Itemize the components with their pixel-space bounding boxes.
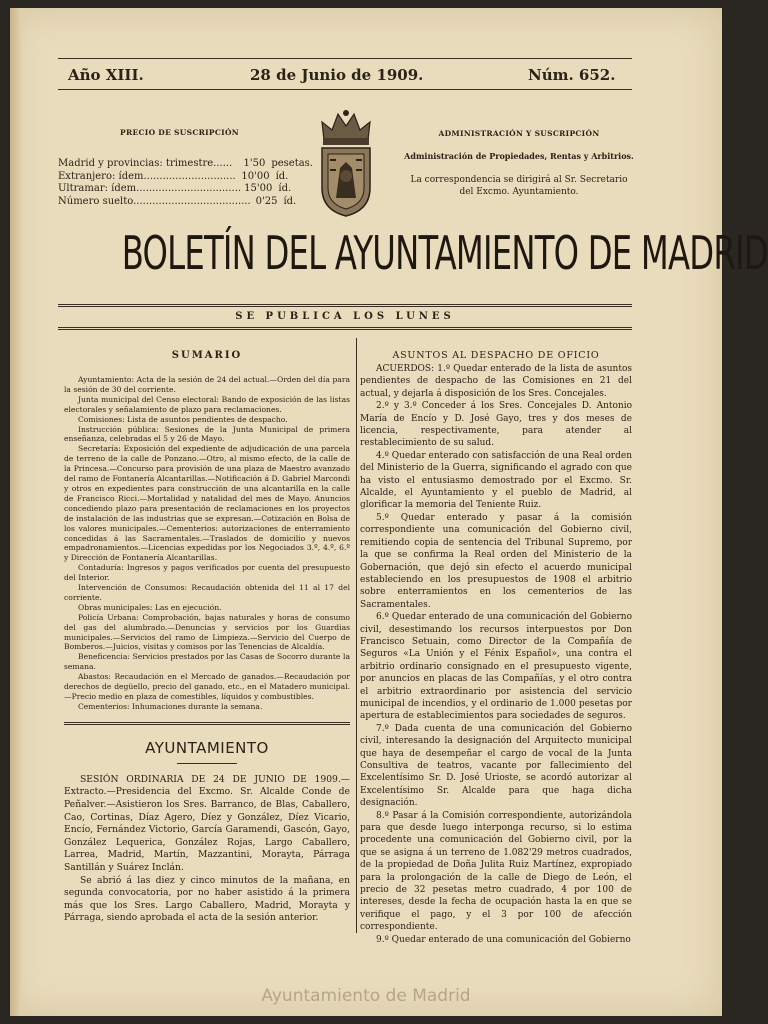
agreement-paragraph: 6.º Quedar enterado de una comunicación del Gobierno civil, desestimando los recursos interpuestos por Don Francisco Setuain, como Director de la Compañía de Seguros «La Unión y el Fénix Español», una contra el arbitrio ordinario consignado en el presupuesto vigente, por anuncios en placas de las Compañías, y el otro contra el arbitrio extraordinario por asistencia del servicio municipal de incendios, y el ordinario de 1.000 pesetas por apertura de establecimientos para sociedades de seguros. — [360, 612, 632, 722]
price-row: Madrid y provincias: trimestre...... 1'50 pesetas. — [58, 158, 313, 169]
issue-number: Núm. 652. — [528, 66, 616, 84]
summary-item: Instrucción pública: Sesiones de la Junta Municipal de primera enseñanza, celebradas el 5 y 26 de Mayo. — [64, 424, 350, 444]
summary-item: Contaduría: Ingresos y pagos verificados por cuenta del presupuesto del Interior. — [64, 563, 350, 583]
correspondence-note-line2: del Excmo. Ayuntamiento. — [459, 187, 579, 197]
archive-watermark: Ayuntamiento de Madrid — [261, 986, 471, 1006]
agreement-paragraph: 8.º Pasar á la Comisión correspondiente, autorizándola para que desde luego interponga recurso, si lo estima procedente una comunicación del Gobierno civil, por la que se asigna á un terreno de 1.082'29 metros cuadrados, de la propiedad de Doña Julita Ruiz Martínez, expropiado para la prolongación de la calle de Diego de León, el precio de 32 pesetas metro cuadrado, 4 por 100 de intereses, desde la fecha de ocupación hasta la en que se verifique el pago, y el 3 por 100 de afección correspondiente. — [360, 810, 632, 933]
top-rule — [58, 58, 632, 59]
administration-heading: ADMINISTRACIÓN Y SUSCRIPCIÓN — [438, 129, 600, 138]
left-column — [64, 342, 350, 925]
summary-item: Policía Urbana: Comprobación, bajas naturales y horas de consumo del gas del alumbrado.—Denuncias y servicios por los Guardias municipales.—Servicios del ramo de Limpieza.—Servicio del Cuerpo de Bomberos.—Juicios, visitas y comisos por las Tenencias de Alcaldía. — [64, 612, 350, 652]
newspaper-page — [10, 8, 768, 1016]
summary-item: Abastos: Recaudación en el Mercado de ganados.—Recaudación por derechos de degüello, precio del ganado, etc., en el Matadero municipal.—Precio medio en plaza de comestibles, líquidos y combustibles. — [64, 672, 350, 701]
asuntos-text — [360, 363, 632, 946]
summary-item: Secretaría: Exposición del expediente de adjudicación de una parcela de terreno de la calle de Ponzano.—Otro, al mismo efecto, de la calle de la Princesa.—Concurso para provisión de una plaza de Maestro avanzado del ramo de Fontanería Alcantarillas.—Notificación á D. Gabriel Marcondi y otros en expedientes para construcción de una alcantarilla en la calle de Francisco Ricci.—Mortalidad y natalidad del mes de Mayo. Anuncios concediendo plazo para presentación de reclamaciones en los proyectos de instalación de las industrias que se expresan.—Cotización en Bolsa de los valores municipales.—Cementerios: autorizaciones de enterramiento concedidas á las Sacramentales.—Traslados de domicilio y nuevos empadronamientos.—Licencias expedidas por los Negociados 3.º, 4.º, 6.º y Dirección de Fontanería Alcantarillas. — [64, 444, 350, 563]
column-divider — [356, 338, 357, 933]
price-row: Número suelto..................................... 0'25 íd. — [58, 195, 297, 207]
masthead — [68, 66, 628, 90]
summary-item: Intervención de Consumos: Recaudación obtenida del 11 al 17 del corriente. — [64, 583, 350, 602]
page-spine — [10, 8, 22, 1016]
summary-item: Beneficencia: Servicios prestados por las Casas de Socorro durante la semana. — [64, 652, 350, 672]
title-rule — [58, 304, 632, 307]
subtitle-rule — [58, 327, 632, 330]
right-column — [360, 342, 632, 946]
issue-year: Año XIII. — [68, 66, 144, 84]
agreement-paragraph: 9.º Quedar enterado de una comunicación del Gobierno — [376, 934, 631, 945]
coat-of-arms-icon — [314, 108, 378, 220]
price-row: Ultramar: ídem................................. 15'00 íd. — [58, 183, 292, 194]
administration-office: Administración de Propiedades, Rentas y Arbitrios. — [404, 151, 634, 161]
ayuntamiento-text — [64, 774, 350, 925]
summary-item: Junta municipal del Censo electoral: Bando de exposición de las listas electorales y señalamiento de plazo para reclamaciones. — [64, 394, 350, 414]
summary-list — [64, 375, 350, 712]
summary-item: Comisiones: Lista de asuntos pendientes de despacho. — [78, 414, 288, 424]
agreement-paragraph: ACUERDOS: 1.º Quedar enterado de la lista de asuntos pendientes de despacho de las Comisiones en 21 del actual, y dejarla á disposición de los Sres. Concejales. — [360, 364, 632, 399]
session-paragraph: SESIÓN ORDINARIA DE 24 DE JUNIO DE 1909.—Extracto.—Presidencia del Excmo. Sr. Alcalde Conde de Peñalver.—Asistieron los Sres. Barranco, de Blas, Caballero, Cao, Cortinas, Díaz Agero, Díez y González, Díez Vicario, Encío, Fernández Victorio, García Garamendi, Gascón, Gayo, González Lequerica, González Rojas, Largo Caballero, Larrea, Madrid, Martín, Mazzantini, Morayta, Párraga Santillán y Suárez Inclán. — [64, 773, 350, 873]
agreement-paragraph: 2.º y 3.º Conceder á los Sres. Concejales D. Antonio María de Encío y D. José Gayo, tres y dos meses de licencia, respectivamente, para atender al restablecimiento de su salud. — [360, 401, 632, 449]
subscription-heading: PRECIO DE SUSCRIPCIÓN — [120, 128, 239, 137]
issue-date: 28 de Junio de 1909. — [250, 66, 424, 84]
summary-item: Obras municipales: Las en ejecución. — [78, 602, 222, 612]
session-paragraph: Se abrió á las diez y cinco minutos de la mañana, en segunda convocatoria, por no haber asistido á la primera más que los Sres. Largo Caballero, Madrid, Morayta y Párraga, siendo aprobada el acta de la sesión anterior. — [64, 874, 350, 924]
correspondence-note-line1: La correspondencia se dirigirá al Sr. Secretario — [410, 175, 628, 185]
administration-block — [394, 128, 644, 198]
ayuntamiento-heading: AYUNTAMIENTO — [145, 738, 269, 757]
masthead-rule — [58, 89, 632, 90]
summary-heading: SUMARIO — [171, 350, 243, 361]
price-row: Extranjero: ídem............................. 10'00 íd. — [58, 170, 289, 182]
heading-underline — [177, 763, 237, 764]
summary-item: Cementerios: Inhumaciones durante la semana. — [78, 701, 263, 711]
subscription-prices — [58, 158, 313, 208]
summary-item: Ayuntamiento: Acta de la sesión de 24 del actual.—Orden del día para la sesión de 30 del corriente. — [64, 375, 350, 394]
agreement-paragraph: 5.º Quedar enterado y pasar á la comisión correspondiente una comunicación del Gobierno civil, remitiendo copia de sentencia del Tribunal Supremo, por la que se confirma la Real orden del Ministerio de la Gobernación, que dejó sin efecto el acuerdo municipal estableciendo en los presupuestos de 1908 el arbitrio sobre enterramientos en los cementerios de las Sacramentales. — [360, 512, 632, 610]
agreement-paragraph: 4.º Quedar enterado con satisfacción de una Real orden del Ministerio de la Guerra, significando el agrado con que ha visto el entusiasmo demostrado por el Excmo. Sr. Alcalde, el Ayuntamiento y el pueblo de Madrid, al glorificar la memoria del Teniente Ruiz. — [360, 450, 632, 511]
summary-end-rule — [64, 722, 350, 725]
newspaper-title: BOLETÍN DEL AYUNTAMIENTO DE MADRID — [121, 226, 768, 280]
agreement-paragraph: 7.º Dada cuenta de una comunicación del Gobierno civil, interesando la designación del Arquitecto municipal que haya de desempeñar el cargo de vocal de la Junta Consultiva de teatros, vacante por fallecimiento del Excelentísimo Sr. D. José Urioste, se acordó autorizar al Excelentísimo Sr. Alcalde para que haga dicha designación. — [360, 723, 632, 809]
publication-frequency: SE PUBLICA LOS LUNES — [235, 311, 455, 322]
asuntos-heading: ASUNTOS AL DESPACHO DE OFICIO — [392, 350, 600, 361]
